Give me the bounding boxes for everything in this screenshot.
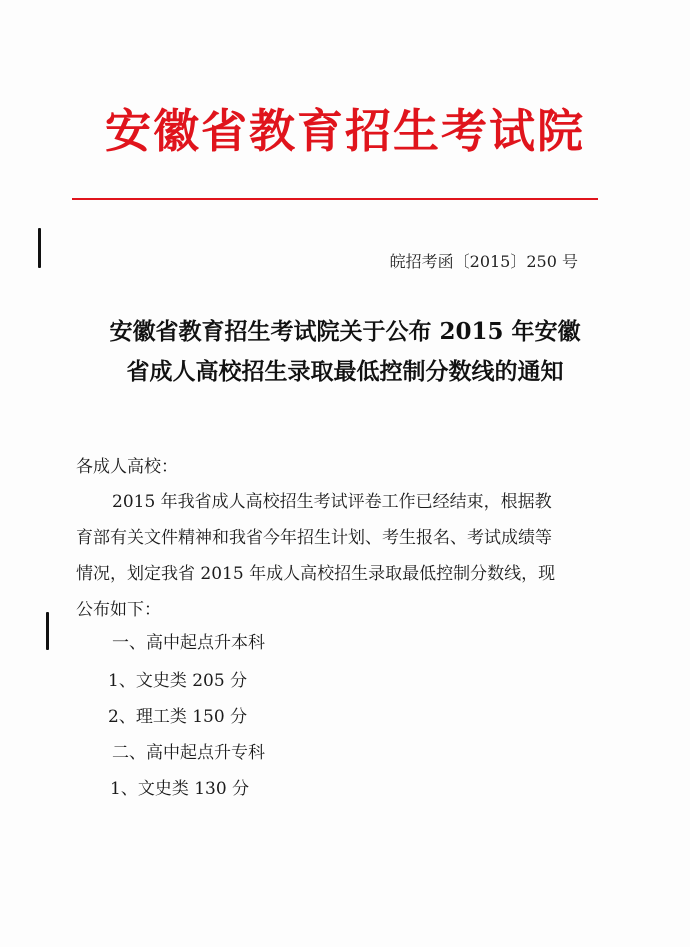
section-1-item-1: 1、文史类 205 分 xyxy=(108,671,248,691)
letterhead-org-name: 安徽省教育招生考试院 xyxy=(105,104,585,158)
body-line-2: 育部有关文件精神和我省今年招生计划、考生报名、考试成绩等 xyxy=(76,528,552,548)
document-title-line-1: 安徽省教育招生考试院关于公布 2015 年安徽 xyxy=(109,318,581,345)
section-2-item-1: 1、文史类 130 分 xyxy=(110,779,250,799)
body-line-3: 情况，划定我省 2015 年成人高校招生录取最低控制分数线，现 xyxy=(76,564,556,584)
document-title-line-2: 省成人高校招生录取最低控制分数线的通知 xyxy=(126,358,564,385)
document-number: 皖招考函〔2015〕250 号 xyxy=(389,252,578,271)
section-1-heading: 一、高中起点升本科 xyxy=(112,633,265,653)
section-2-heading: 二、高中起点升专科 xyxy=(112,743,265,763)
letterhead-red-rule xyxy=(72,198,598,200)
section-1-item-2: 2、理工类 150 分 xyxy=(108,707,248,727)
binding-mark-top xyxy=(38,228,41,268)
binding-mark-bottom xyxy=(46,612,49,650)
body-paragraph xyxy=(76,484,606,628)
body-line-1: 2015 年我省成人高校招生考试评卷工作已经结束，根据教 xyxy=(112,492,552,512)
document-title xyxy=(60,312,630,392)
salutation: 各成人高校： xyxy=(76,457,178,477)
body-line-4: 公布如下： xyxy=(76,600,161,620)
